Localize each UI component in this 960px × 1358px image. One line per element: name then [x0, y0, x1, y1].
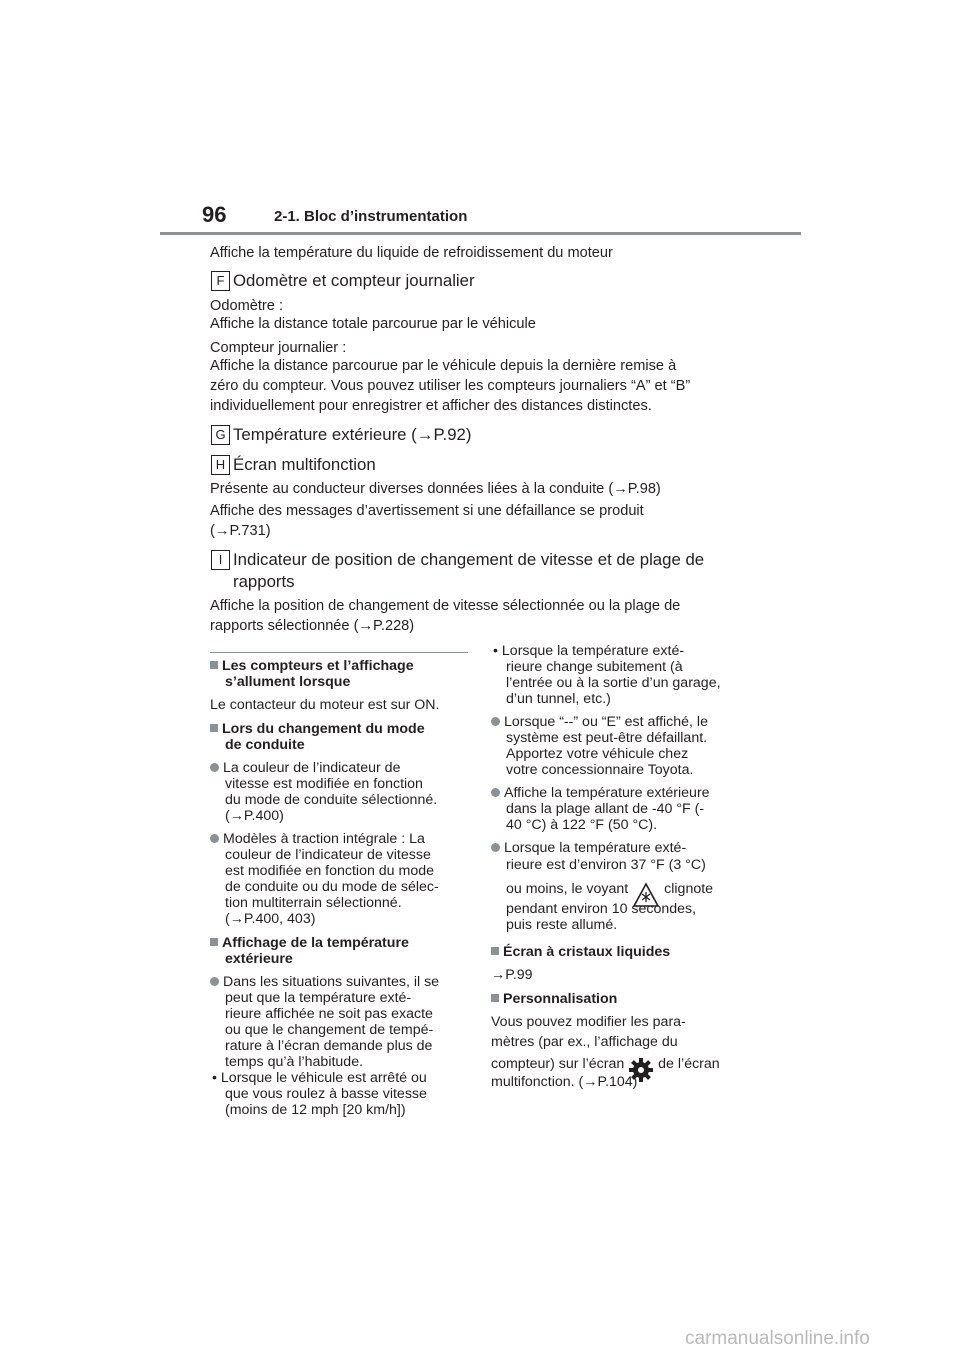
square-bullet-icon [210, 661, 218, 669]
heading-drive-mode-change-cont: de conduite [225, 737, 305, 753]
sub-bullet-low-speed-l2: que vous roulez à basse vitesse [225, 1086, 427, 1102]
bullet-awd-l4: de conduite ou du mode de sélec- [225, 879, 439, 895]
section-g-title: Température extérieure (→P.92) [233, 425, 472, 444]
bullet-awd-l5: tion multiterrain sélectionné. [225, 895, 402, 911]
square-bullet-icon [210, 938, 218, 946]
shift-indicator-line-2: rapports sélectionnée (→P.228) [210, 618, 415, 634]
engine-switch-on-text: Le contacteur du moteur est sur ON. [210, 697, 440, 713]
trip-meter-line-2: zéro du compteur. Vous pouvez utiliser les compteurs journaliers “A” et “B” [210, 378, 691, 394]
shift-indicator-line-1: Affiche la position de changement de vitesse sélectionnée ou la plage de [210, 598, 681, 614]
bullet-ice-warning-l2: rieure est d’environ 37 °F (3 °C) [506, 857, 706, 873]
square-bullet-icon [210, 724, 218, 732]
bullet-awd-l2: couleur de l’indicateur de vitesse [225, 847, 431, 863]
section-f-title: Odomètre et compteur journalier [233, 271, 475, 290]
odometer-description: Affiche la distance totale parcourue par le véhicule [210, 316, 536, 332]
bullet-ice-warning-l1: Lorsque la température exté- [491, 840, 686, 856]
sub-bullet-sudden-change-l2: rieure change subitement (à [506, 659, 683, 675]
section-letter-f: F [211, 271, 230, 291]
section-letter-i: I [211, 550, 230, 570]
customization-l4: multifonction. (→P.104) [491, 1074, 638, 1090]
customization-l1: Vous pouvez modifier les para- [491, 1014, 686, 1030]
bullet-inaccurate-temp-l5: rature à l’écran demande plus de [225, 1038, 433, 1054]
bullet-malfunction-l3: Apportez votre véhicule chez [506, 746, 689, 762]
round-bullet-icon [491, 717, 500, 726]
header-divider [160, 232, 801, 235]
odometer-label: Odomètre : [210, 298, 283, 314]
bullet-temp-range-l2: dans la plage allant de -40 °F (- [506, 801, 705, 817]
round-bullet-icon [210, 834, 219, 843]
multi-display-line-1: Présente au conducteur diverses données liées à la conduite (→P.98) [210, 481, 661, 497]
round-bullet-icon [491, 843, 500, 852]
bullet-ice-warning-l3: ou moins, le voyant clignote [506, 881, 713, 906]
multi-display-line-3: (→P.731) [210, 523, 271, 539]
page-number: 96 [202, 202, 227, 227]
trip-meter-line-1: Affiche la distance parcourue par le véhicule depuis la dernière remise à [210, 358, 677, 374]
section-letter-g: G [211, 425, 230, 445]
heading-drive-mode-change: Lors du changement du mode [210, 721, 425, 737]
square-bullet-icon [491, 947, 499, 955]
section-letter-h: H [211, 455, 230, 475]
square-bullet-icon [491, 994, 499, 1002]
bullet-speed-color-l4: (→P.400) [225, 808, 284, 824]
round-bullet-icon [491, 788, 500, 797]
trip-meter-label: Compteur journalier : [210, 340, 347, 356]
customization-l3: compteur) sur l’écran de l’écran [491, 1056, 720, 1081]
bullet-ice-warning-l5: puis reste allumé. [506, 917, 618, 933]
coolant-temp-description: Affiche la température du liquide de refroidissement du moteur [210, 245, 613, 261]
bullet-inaccurate-temp-l2: peut que la température exté- [225, 990, 412, 1006]
bullet-awd-l6: (→P.400, 403) [225, 911, 316, 927]
sub-bullet-low-speed-l1: • Lorsque le véhicule est arrêté ou [212, 1070, 427, 1086]
heading-meters-light-up: Les compteurs et l’affichage [210, 658, 414, 674]
heading-outside-temp-display-cont: extérieure [225, 951, 293, 967]
bullet-temp-range-l3: 40 °C) à 122 °F (50 °C). [506, 817, 658, 833]
column-divider [210, 652, 468, 653]
heading-lcd: Écran à cristaux liquides [491, 944, 670, 960]
bullet-inaccurate-temp-l4: ou que le changement de tempé- [225, 1022, 434, 1038]
bullet-inaccurate-temp-l6: temps qu’à l’habitude. [225, 1054, 364, 1070]
chapter-title: 2-1. Bloc d’instrumentation [274, 208, 468, 225]
customization-l2: mètres (par ex., l’affichage du [491, 1034, 678, 1050]
bullet-ice-warning-l4: pendant environ 10 secondes, [506, 901, 697, 917]
bullet-malfunction-l1: Lorsque “--” ou “E” est affiché, le [491, 714, 708, 730]
bullet-awd-l3: est modifiée en fonction du mode [225, 863, 435, 879]
bullet-awd-l1: Modèles à traction intégrale : La [210, 831, 425, 847]
lcd-page-ref: →P.99 [491, 967, 533, 983]
heading-meters-light-up-cont: s’allument lorsque [225, 674, 351, 690]
bullet-speed-color-l2: vitesse est modifiée en fonction [225, 776, 423, 792]
bullet-malfunction-l2: système est peut-être défaillant. [506, 730, 708, 746]
bullet-inaccurate-temp-l3: rieure affichée ne soit pas exacte [225, 1006, 433, 1022]
round-bullet-icon [210, 977, 219, 986]
sub-bullet-low-speed-l3: (moins de 12 mph [20 km/h]) [225, 1102, 406, 1118]
watermark: carmanualsonline.info [685, 1328, 870, 1349]
section-i-title-line-1: Indicateur de position de changement de vitesse et de plage de [233, 550, 705, 569]
section-h-title: Écran multifonction [233, 455, 376, 474]
bullet-temp-range-l1: Affiche la température extérieure [491, 785, 710, 801]
bullet-inaccurate-temp-l1: Dans les situations suivantes, il se [210, 974, 439, 990]
bullet-speed-color-l1: La couleur de l’indicateur de [210, 760, 400, 776]
sub-bullet-sudden-change-l3: l’entrée ou à la sortie d’un garage, [506, 675, 721, 691]
trip-meter-line-3: individuellement pour enregistrer et afficher des distances distinctes. [210, 398, 652, 414]
bullet-malfunction-l4: votre concessionnaire Toyota. [506, 762, 694, 778]
round-bullet-icon [210, 763, 219, 772]
sub-bullet-sudden-change-l4: d’un tunnel, etc.) [506, 691, 611, 707]
heading-outside-temp-display: Affichage de la température [210, 935, 409, 951]
bullet-speed-color-l3: du mode de conduite sélectionné. [225, 792, 438, 808]
sub-bullet-sudden-change-l1: • Lorsque la température exté- [493, 643, 685, 659]
multi-display-line-2: Affiche des messages d’avertissement si une défaillance se produit [210, 503, 644, 519]
section-i-title-line-2: rapports [233, 572, 295, 591]
heading-customization: Personnalisation [491, 991, 617, 1007]
